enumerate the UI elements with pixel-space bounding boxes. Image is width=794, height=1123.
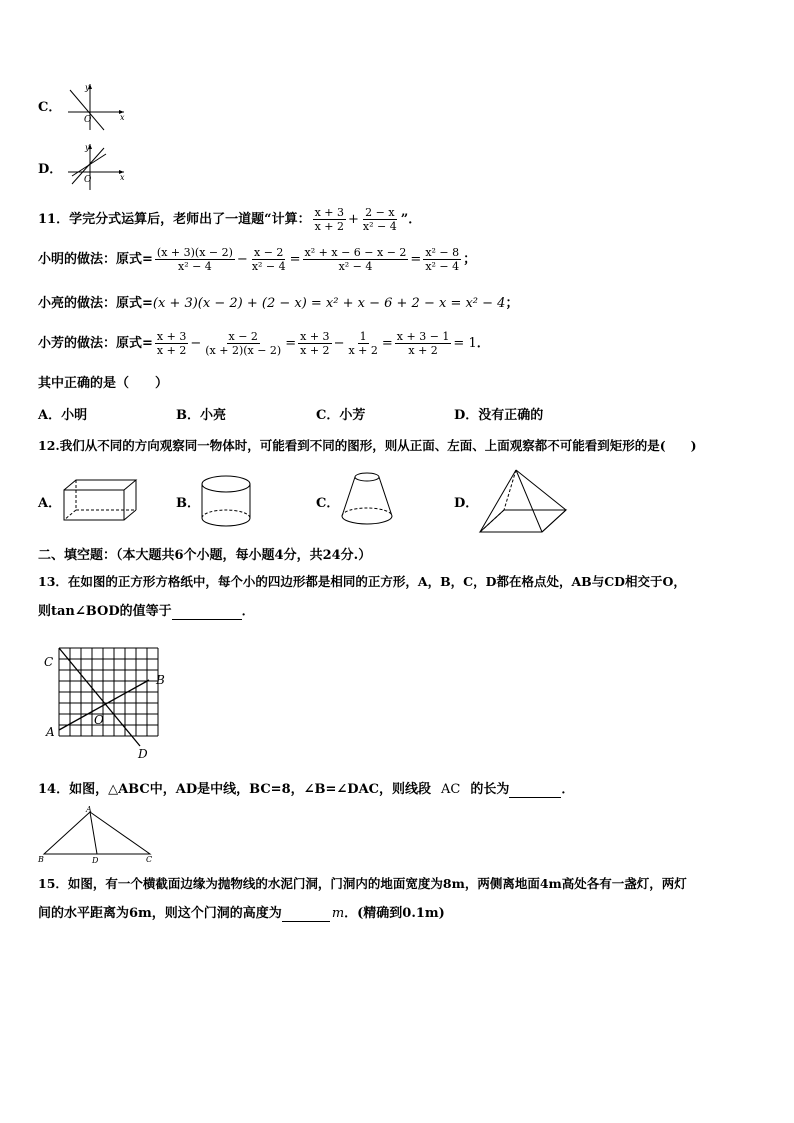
cylinder-figure — [200, 474, 256, 530]
label-o: O — [94, 713, 104, 727]
q11-option-a: A．小明 — [38, 408, 88, 423]
fang-f3: $\frac{x + 3}{x + 2}$ — [300, 330, 330, 357]
ming-f1: $\frac{(x + 3)(x - 2)}{\text{x² − 4}}$ — [156, 246, 233, 273]
axis-y-c: y — [85, 83, 90, 92]
q11-liang — [38, 296, 518, 312]
fang-minus1: − — [190, 335, 202, 351]
tri-label-a: A — [86, 805, 92, 814]
q11-option-b: B．小亮 — [176, 408, 226, 423]
q15-line2-prefix: 间的水平距离为6m，则这个门洞的高度为 — [38, 906, 282, 921]
ming-f2: $\frac{x - 2}{\text{x² − 4}}$ — [251, 246, 286, 273]
liang-expr: (x + 3)(x − 2) + (2 − x) = x² + x − 6 + 2 − x = x² − 4 — [152, 296, 506, 311]
q12-option-b: B． — [176, 496, 200, 511]
fang-f5: $\frac{x + 3 - 1}{x + 2}$ — [396, 330, 450, 357]
q12-option-a: A． — [38, 496, 62, 511]
tri-label-c: C — [146, 855, 153, 864]
q14-ac: AC — [441, 782, 461, 797]
q11-stem-suffix: ”． — [400, 211, 422, 227]
fang-f4: $\frac{1}{x + 2}$ — [348, 330, 378, 357]
fang-f2: $\frac{x - 2}{(x + 2)(x - 2)}$ — [205, 330, 282, 357]
cuboid-figure — [62, 478, 142, 524]
origin-c: O — [84, 115, 92, 125]
label-c: C — [44, 655, 54, 669]
option-d-label: D． — [38, 162, 63, 177]
q14-stem-end: ． — [561, 782, 575, 797]
q13-answer-blank[interactable] — [172, 605, 242, 620]
section-2-title: 二、填空题：（本大题共6个小题，每小题4分，共24分.） — [38, 548, 372, 563]
q14-stem-prefix: 14．如图，△ABC中，AD是中线，BC=8，∠B=∠DAC，则线段 — [38, 782, 431, 797]
tri-label-d: D — [92, 856, 99, 865]
q11-option-c: C．小芳 — [316, 408, 366, 423]
ming-minus: − — [236, 251, 248, 267]
q14-stem — [38, 782, 574, 798]
ming-f4: $\frac{\text{x² − 8}}{\text{x² − 4}}$ — [425, 246, 460, 273]
label-d: D — [138, 747, 148, 761]
q11-fang — [38, 330, 490, 357]
q13-line2-suffix: ． — [241, 604, 255, 619]
liang-end: ； — [505, 296, 519, 311]
liang-label: 小亮的做法：原式= — [38, 296, 153, 311]
q11-stem — [38, 206, 421, 233]
fang-eq3: = 1 — [453, 335, 477, 351]
frustum-figure — [338, 470, 398, 530]
q14-answer-blank[interactable] — [509, 783, 561, 798]
fang-label: 小芳的做法：原式= — [38, 335, 153, 351]
ming-eq2: = — [410, 251, 422, 267]
q11-ming — [38, 246, 476, 273]
graph-d — [64, 140, 128, 192]
graph-c — [64, 80, 128, 132]
axis-x-c: x — [120, 113, 125, 122]
q13-line2-prefix: 则tan∠BOD的值等于 — [38, 604, 172, 619]
q12-stem: 12.我们从不同的方向观察同一物体时，可能看到不同的图形，则从正面、左面、上面观察都不可能看到矩形的是( ) — [38, 438, 697, 453]
fang-end: ． — [476, 335, 490, 351]
q15-line2-suffix: ．(精确到0.1m) — [344, 906, 445, 921]
triangle-figure — [36, 806, 160, 866]
axis-x-d: x — [120, 173, 125, 182]
fang-minus2: − — [333, 335, 345, 351]
option-c-label: C． — [38, 100, 62, 115]
q13-line1: 13．在如图的正方形方格纸中，每个小的四边形都是相同的正方形，A，B，C，D都在格点处，AB与CD相交于O， — [38, 574, 686, 589]
q11-plus: + — [348, 211, 359, 227]
q11-question: 其中正确的是（ ） — [38, 376, 169, 391]
q13-line2 — [38, 604, 255, 620]
grid-figure — [40, 646, 170, 762]
ming-label: 小明的做法：原式= — [38, 251, 153, 267]
q15-answer-blank[interactable] — [282, 907, 330, 922]
q15-unit: m — [331, 906, 345, 921]
label-b: B — [156, 673, 165, 687]
q12-option-d: D． — [454, 496, 479, 511]
q11-stem-prefix: 11．学完分式运算后，老师出了一道题“计算： — [38, 211, 311, 227]
fang-f1: $\frac{x + 3}{x + 2}$ — [156, 330, 187, 357]
fang-eq2: = — [381, 335, 393, 351]
origin-d: O — [84, 175, 92, 185]
q15-line1: 15．如图，有一个横截面边缘为抛物线的水泥门洞，门洞内的地面宽度为8m，两侧离地面4m高处各有一盏灯，两灯 — [38, 876, 687, 891]
axis-y-d: y — [85, 143, 90, 152]
q11-frac-2: $\frac{2 - x}{\text{x² − 4}}$ — [362, 206, 397, 233]
ming-end: ； — [463, 251, 477, 267]
q11-frac-1: $\frac{x + 3}{x + 2}$ — [314, 206, 344, 233]
q11-option-d: D．没有正确的 — [454, 408, 544, 423]
fang-eq1: = — [285, 335, 297, 351]
q15-line2 — [38, 906, 445, 922]
tri-label-b: B — [38, 855, 44, 864]
ming-eq1: = — [289, 251, 301, 267]
q12-option-c: C． — [316, 496, 340, 511]
ming-f3: $\frac{\text{x² + x − 6 − x − 2}}{\text{x² − 4}}$ — [304, 246, 407, 273]
label-a: A — [46, 725, 55, 739]
pyramid-figure — [478, 468, 570, 536]
q14-stem-suffix: 的长为 — [470, 782, 510, 797]
